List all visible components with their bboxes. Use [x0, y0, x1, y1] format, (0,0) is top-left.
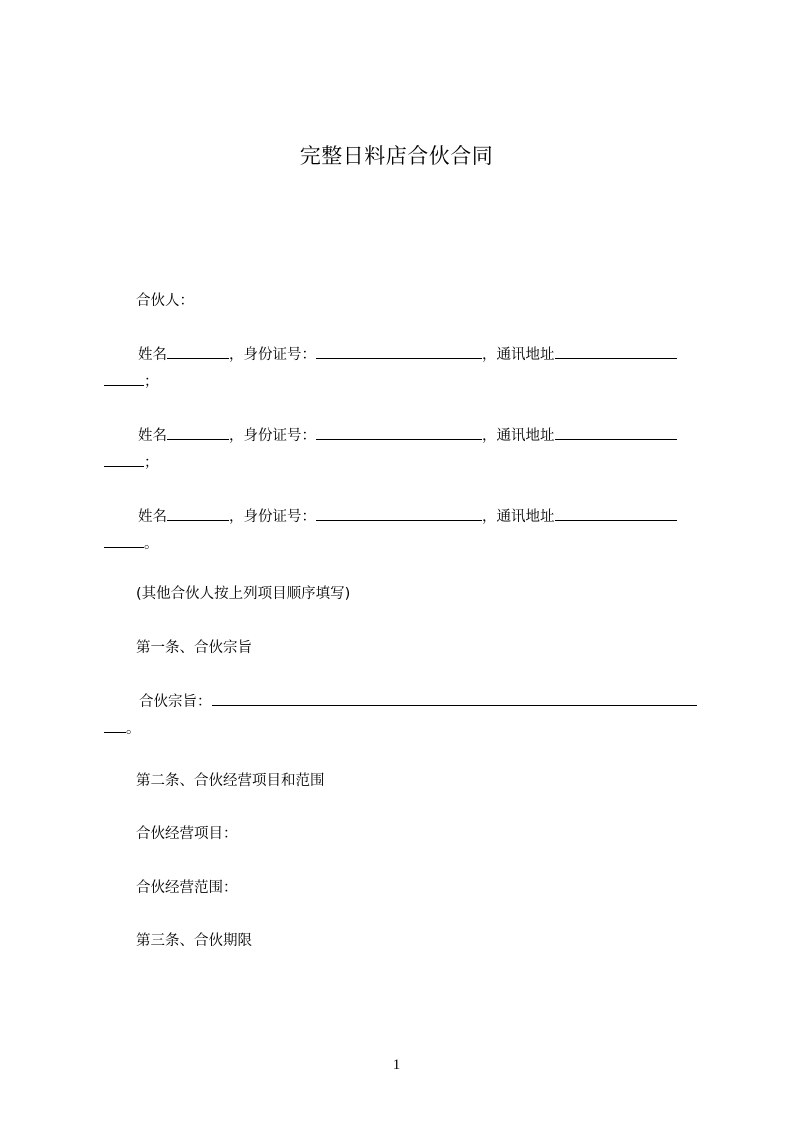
document-title: 完整日料店合伙合同	[299, 144, 494, 168]
address-blank-cont	[104, 533, 144, 548]
business-items-label: 合伙经营项目：	[136, 826, 238, 842]
end-punct: ；	[144, 374, 159, 390]
partner-row-2-cont	[104, 452, 159, 473]
business-scope-label: 合伙经营范围：	[136, 880, 238, 896]
article-1-heading: 第一条、合伙宗旨	[136, 640, 252, 656]
purpose-end: 。	[126, 721, 141, 737]
page-number: 1	[392, 1057, 401, 1073]
name-label: 姓名	[138, 509, 167, 525]
address-blank	[555, 425, 677, 440]
partner-row-2	[138, 425, 677, 446]
name-blank	[167, 506, 229, 521]
other-partners-note: (其他合伙人按上列项目顺序填写)	[136, 586, 351, 602]
id-blank	[316, 506, 482, 521]
end-punct: 。	[144, 536, 159, 552]
end-punct: ；	[144, 455, 159, 471]
id-label: ，身份证号：	[229, 347, 316, 363]
purpose-blank	[212, 691, 697, 706]
purpose-label: 合伙宗旨：	[139, 694, 212, 710]
article-3-heading: 第三条、合伙期限	[136, 933, 252, 949]
name-label: 姓名	[138, 428, 167, 444]
address-label: ，通讯地址	[482, 509, 555, 525]
address-blank-cont	[104, 371, 144, 386]
partners-intro: 合伙人：	[136, 293, 194, 309]
id-blank	[316, 425, 482, 440]
address-label: ，通讯地址	[482, 428, 555, 444]
partner-row-1-cont	[104, 371, 159, 392]
address-blank	[555, 506, 677, 521]
name-blank	[167, 344, 229, 359]
id-blank	[316, 344, 482, 359]
id-label: ，身份证号：	[229, 428, 316, 444]
purpose-line-cont	[104, 718, 141, 739]
article-2-heading: 第二条、合伙经营项目和范围	[136, 773, 325, 789]
partner-row-3-cont	[104, 533, 159, 554]
address-blank-cont	[104, 452, 144, 467]
name-label: 姓名	[138, 347, 167, 363]
address-label: ，通讯地址	[482, 347, 555, 363]
purpose-blank-cont	[104, 718, 126, 733]
name-blank	[167, 425, 229, 440]
id-label: ，身份证号：	[229, 509, 316, 525]
address-blank	[555, 344, 677, 359]
purpose-line	[139, 691, 697, 712]
partner-row-1	[138, 344, 677, 365]
partner-row-3	[138, 506, 677, 527]
